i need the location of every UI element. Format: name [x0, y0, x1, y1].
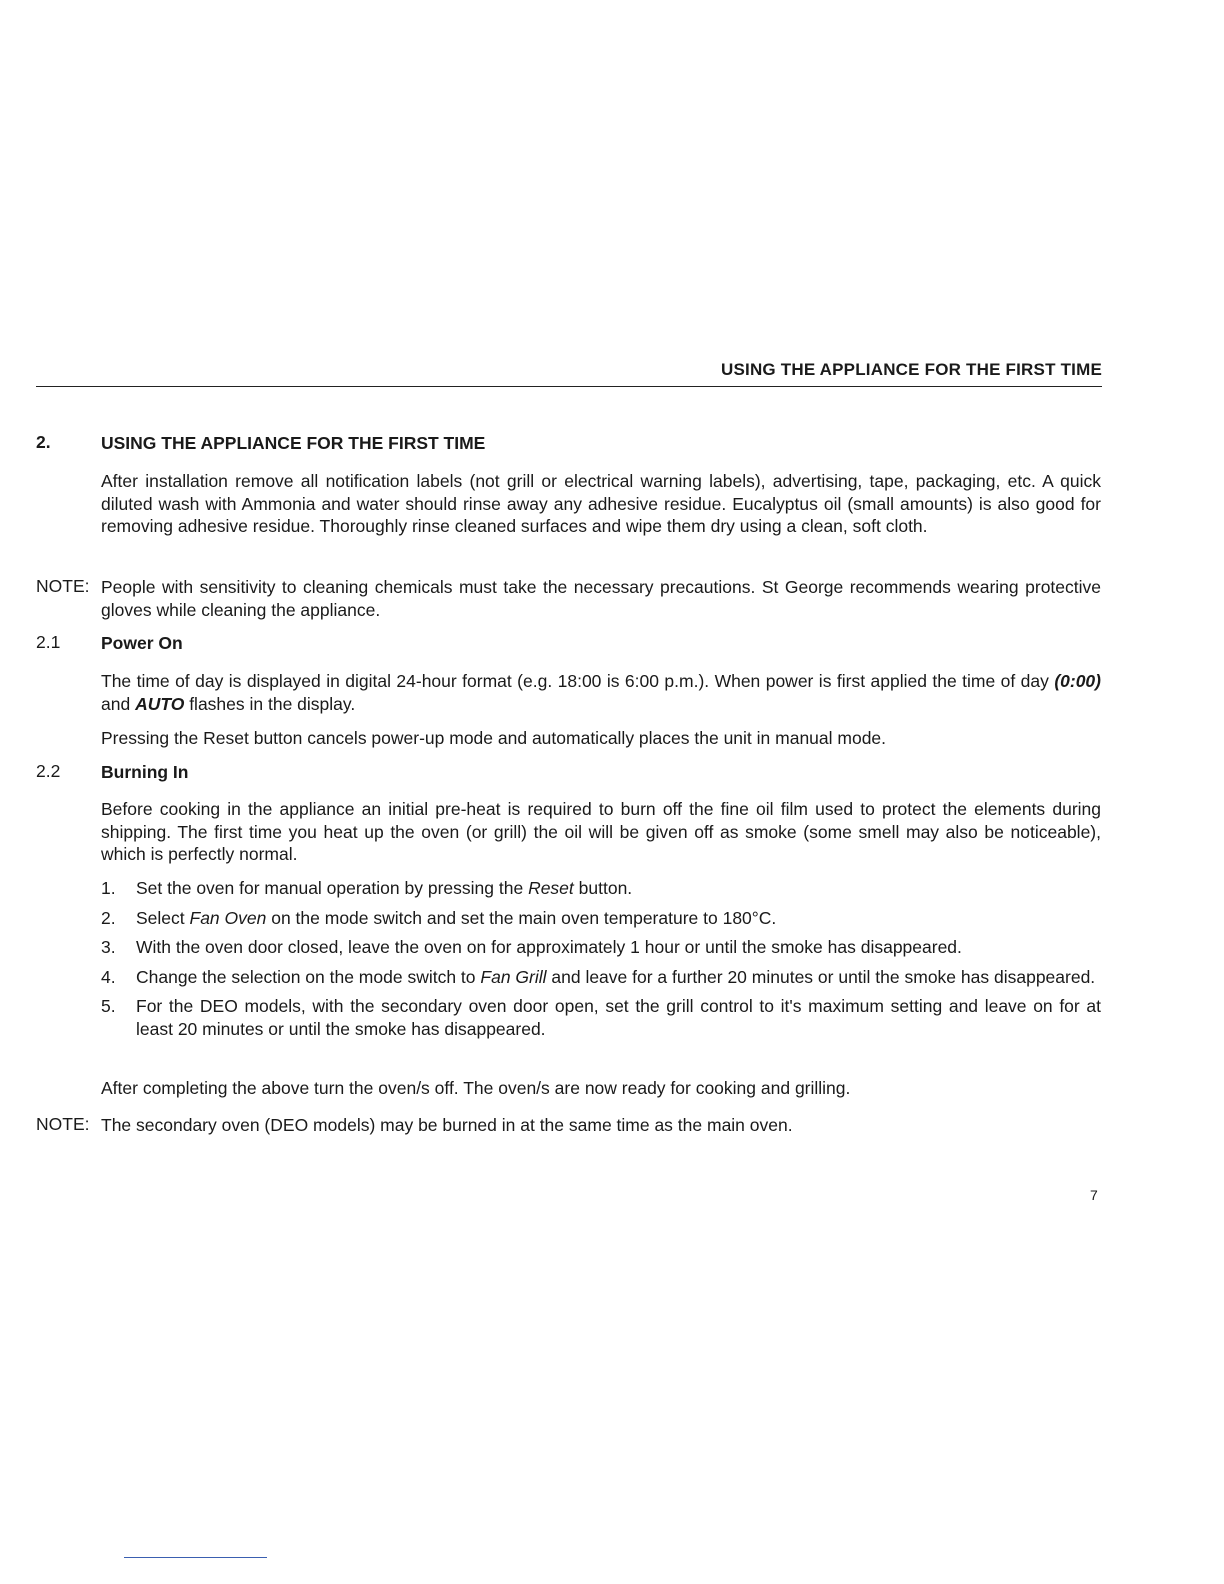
section-2-number: 2.	[36, 432, 51, 452]
running-header	[36, 360, 1102, 387]
p1-before: The time of day is displayed in digital 24-hour format (e.g. 18:00 is 6:00 p.m.). When power is first applied the time of day	[101, 671, 1055, 691]
section-2-2-title: Burning In	[101, 762, 189, 782]
section-2-body: After installation remove all notification labels (not grill or electrical warning labels), advertising, tape, packaging, etc. A quick diluted wash with Ammonia and water should rinse away any adhesive residue. Eucalyptus oil (small amounts) is also good for removing adhesive residue. Thoroughly rinse cleaned surfaces and wipe them dry using a clean, soft cloth.	[101, 471, 1101, 536]
p1-time: (0:00)	[1054, 671, 1101, 691]
step-emphasis: Fan Oven	[189, 907, 267, 928]
p1-after: flashes in the display.	[184, 693, 356, 714]
step-emphasis: Fan Grill	[480, 966, 547, 987]
step-text-after: and leave for a further 20 minutes or until the smoke has disappeared.	[546, 966, 1096, 987]
step-text-after: on the mode switch and set the main oven temperature to 180°C.	[266, 907, 777, 928]
page-number: 7	[1090, 1187, 1098, 1203]
p1-and: and	[101, 693, 136, 714]
footer-divider	[124, 1557, 267, 1558]
section-2-2-note-label: NOTE:	[36, 1114, 90, 1134]
step-text: For the DEO models, with the secondary oven door open, set the grill control to it's maximum setting and leave on for at least 20 minutes or until the smoke has disappeared.	[136, 996, 1101, 1039]
step-text: Select	[136, 907, 190, 928]
section-2-note-label: NOTE:	[36, 576, 90, 596]
section-2-2-number: 2.2	[36, 761, 61, 781]
section-2-2-note-text: The secondary oven (DEO models) may be burned in at the same time as the main oven.	[101, 1115, 793, 1135]
burning-in-steps	[101, 877, 1101, 1047]
step-number: 4.	[101, 966, 116, 987]
step-item	[101, 877, 1101, 900]
step-emphasis: Reset	[528, 878, 574, 898]
step-text: Change the selection on the mode switch to	[136, 966, 481, 987]
step-item	[101, 907, 1101, 930]
section-2-2-intro: Before cooking in the appliance an initial pre-heat is required to burn off the fine oil film used to protect the elements during shipping. The first time you heat up the oven (or grill) the oil will be given off as smoke (some smell may also be noticeable), which is perfectly normal.	[101, 799, 1101, 864]
running-title: USING THE APPLIANCE FOR THE FIRST TIME	[721, 360, 1102, 379]
step-item	[101, 995, 1101, 1040]
step-item	[101, 936, 1101, 959]
step-number: 3.	[101, 937, 116, 957]
section-2-1-title: Power On	[101, 633, 183, 653]
step-text: Set the oven for manual operation by pressing the	[136, 878, 529, 898]
step-text: With the oven door closed, leave the oven on for approximately 1 hour or until the smoke has disappeared.	[136, 937, 962, 957]
section-2-2-closing: After completing the above turn the oven/s off. The oven/s are now ready for cooking and grilling.	[101, 1078, 851, 1098]
step-number: 5.	[101, 996, 116, 1016]
step-number: 2.	[101, 907, 116, 928]
section-2-note-text: People with sensitivity to cleaning chemicals must take the necessary precautions. St George recommends wearing protective gloves while cleaning the appliance.	[101, 577, 1101, 620]
section-2-1-number: 2.1	[36, 632, 61, 652]
section-2-1-paragraph-1	[101, 670, 1101, 715]
section-2-1-paragraph-2: Pressing the Reset button cancels power-up mode and automatically places the unit in manual mode.	[101, 728, 887, 748]
step-number: 1.	[101, 878, 116, 898]
p1-auto: AUTO	[135, 693, 185, 714]
step-text-after: button.	[573, 878, 633, 898]
section-2-title: USING THE APPLIANCE FOR THE FIRST TIME	[101, 433, 486, 453]
step-item	[101, 966, 1101, 989]
